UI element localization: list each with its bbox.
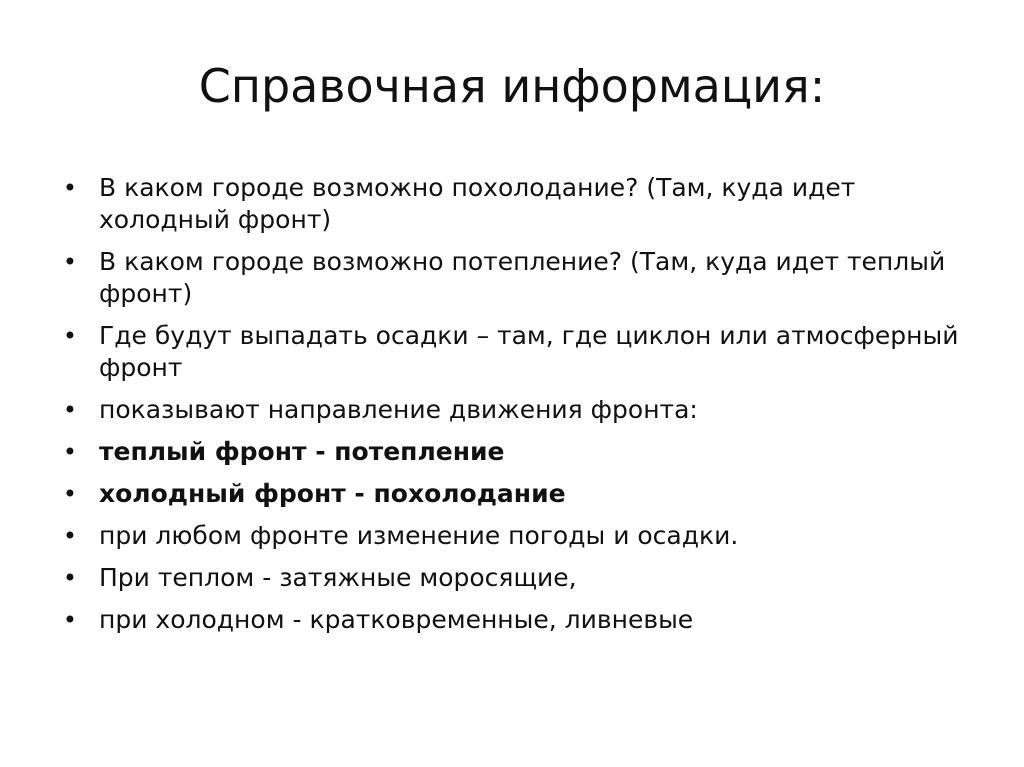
list-item-text-bold: теплый фронт - потепление bbox=[99, 437, 505, 466]
list-item bbox=[0, 562, 1024, 594]
bullet-icon: • bbox=[62, 438, 78, 466]
bullet-icon: • bbox=[62, 174, 78, 202]
list-item-text-bold: холодный фронт - похолодание bbox=[99, 479, 566, 508]
list-item bbox=[0, 478, 1024, 510]
bullet-list bbox=[0, 172, 1024, 646]
bullet-icon: • bbox=[62, 248, 78, 276]
list-item-text: при любом фронте изменение погоды и осадки. bbox=[99, 521, 739, 550]
list-item-text: В каком городе возможно потепление? (Там, куда идет теплый фронт) bbox=[99, 247, 946, 308]
bullet-icon: • bbox=[62, 480, 78, 508]
list-item bbox=[0, 604, 1024, 636]
list-item bbox=[0, 320, 1024, 384]
list-item-text: Где будут выпадать осадки – там, где циклон или атмосферный фронт bbox=[99, 321, 959, 382]
bullet-icon: • bbox=[62, 322, 78, 350]
bullet-icon: • bbox=[62, 564, 78, 592]
list-item bbox=[0, 436, 1024, 468]
bullet-icon: • bbox=[62, 396, 78, 424]
list-item bbox=[0, 520, 1024, 552]
list-item-text: показывают направление движения фронта: bbox=[99, 395, 698, 424]
list-item bbox=[0, 172, 1024, 236]
bullet-icon: • bbox=[62, 606, 78, 634]
list-item bbox=[0, 394, 1024, 426]
list-item-text: при холодном - кратковременные, ливневые bbox=[99, 605, 694, 634]
bullet-icon: • bbox=[62, 522, 78, 550]
slide-title: Справочная информация: bbox=[198, 59, 826, 113]
list-item-text: В каком городе возможно похолодание? (Там, куда идет холодный фронт) bbox=[99, 173, 856, 234]
list-item bbox=[0, 246, 1024, 310]
list-item-text: При теплом - затяжные моросящие, bbox=[99, 563, 577, 592]
